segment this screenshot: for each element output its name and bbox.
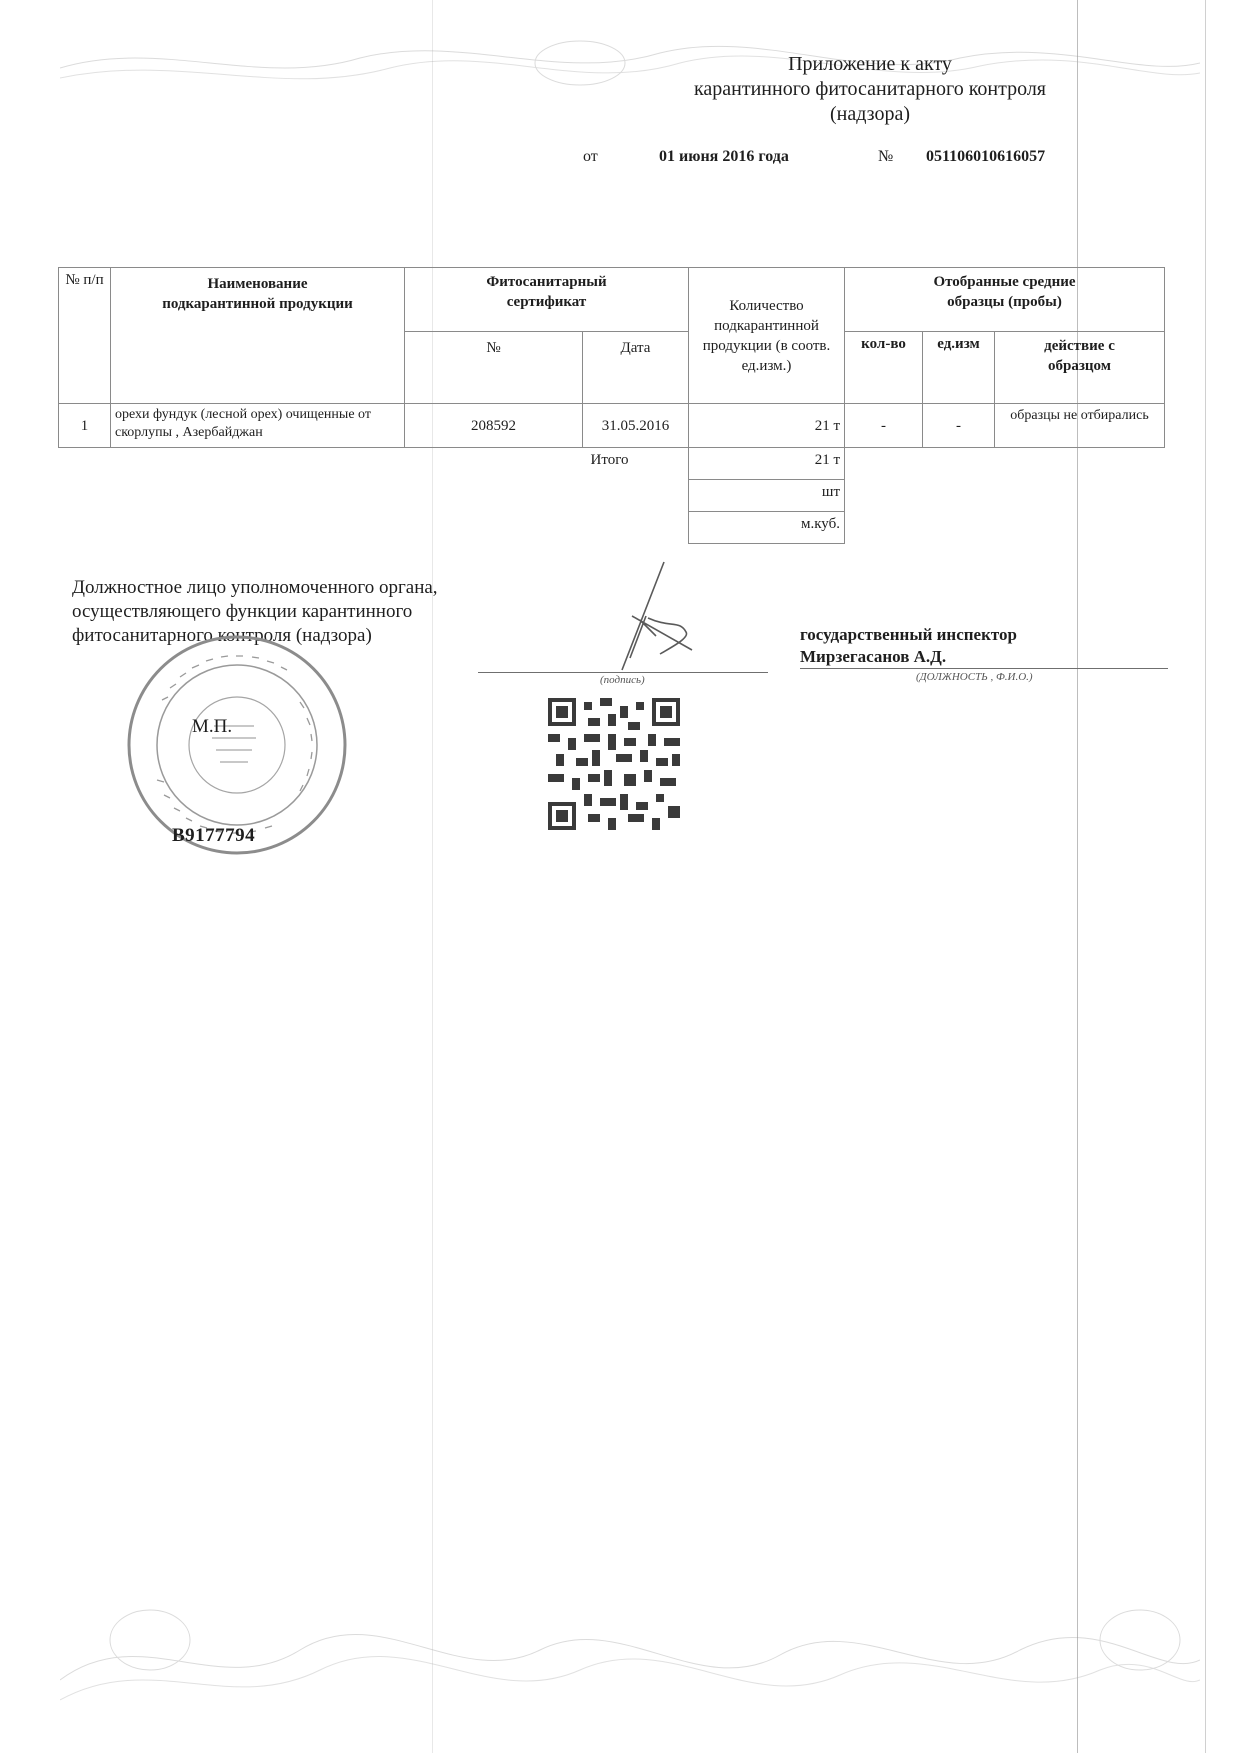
row-quantity: 21 т (689, 404, 845, 448)
header-line-3: (надзора) (830, 103, 910, 125)
header-line-2: карантинного фитосанитарного контроля (693, 78, 1047, 100)
scan-fold-line (1077, 0, 1078, 1753)
inspector-position: государственный инспектор (800, 625, 1017, 644)
stamp-place-label: М.П. (192, 716, 233, 737)
total-tonnes: 21 т (689, 448, 845, 480)
officer-line-3: фитосанитарного контроля (надзора) (72, 625, 372, 646)
col-header-num: № п/п (59, 268, 111, 404)
col-header-sample-action: действие с образцом (995, 332, 1165, 404)
officer-line-2: осуществляющего функции карантинного (72, 601, 413, 622)
row-sample-unit: - (923, 404, 995, 448)
inspector-block (800, 624, 1017, 668)
reference-number-label: № (878, 148, 894, 165)
reference-from-label: от (583, 148, 598, 165)
reference-date: 01 июня 2016 года (659, 148, 789, 165)
reference-number: 051106010616057 (926, 148, 1046, 165)
col-header-name: Наименование подкарантинной продукции (111, 268, 405, 404)
row-sample-action: образцы не отбирались (995, 404, 1165, 448)
row-sample-qty: - (845, 404, 923, 448)
total-pieces: шт (689, 480, 845, 512)
col-header-sample-unit: ед.изм (923, 332, 995, 404)
signature-caption: (подпись) (600, 674, 645, 686)
position-line (800, 668, 1168, 669)
row-cert-number: 208592 (405, 404, 583, 448)
products-table (58, 267, 1165, 544)
scan-left-line (432, 0, 433, 1753)
row-num: 1 (59, 404, 111, 448)
col-header-cert-date: Дата (583, 332, 689, 404)
col-header-sample-qty: кол-во (845, 332, 923, 404)
col-header-samples: Отобранные средние образцы (пробы) (845, 268, 1165, 332)
total-cubic: м.куб. (689, 512, 845, 544)
scan-edge-line (1205, 0, 1206, 1753)
col-header-cert-number: № (405, 332, 583, 404)
header-line-1: Приложение к акту (788, 53, 952, 75)
table-row (59, 404, 1165, 448)
inspector-name: Мирзегасанов А.Д. (800, 647, 947, 666)
appendix-header (600, 52, 1140, 127)
form-serial-number: B9177794 (172, 825, 256, 846)
col-header-quantity: Количество подкарантинной продукции (в соотв. ед.изм.) (689, 268, 845, 404)
col-header-certificate: Фитосанитарный сертификат (405, 268, 689, 332)
row-cert-date: 31.05.2016 (583, 404, 689, 448)
qr-code (548, 698, 684, 830)
officer-line-1: Должностное лицо уполномоченного органа, (72, 577, 438, 598)
total-label: Итого (590, 452, 629, 468)
position-caption: (ДОЛЖНОСТЬ , Ф.И.О.) (916, 671, 1033, 683)
handwritten-signature (600, 558, 720, 678)
signature-line (478, 672, 768, 673)
guilloche-bottom-ornament (60, 1530, 1200, 1720)
row-name: орехи фундук (лесной орех) очищенные от скорлупы , Азербайджан (111, 404, 405, 448)
